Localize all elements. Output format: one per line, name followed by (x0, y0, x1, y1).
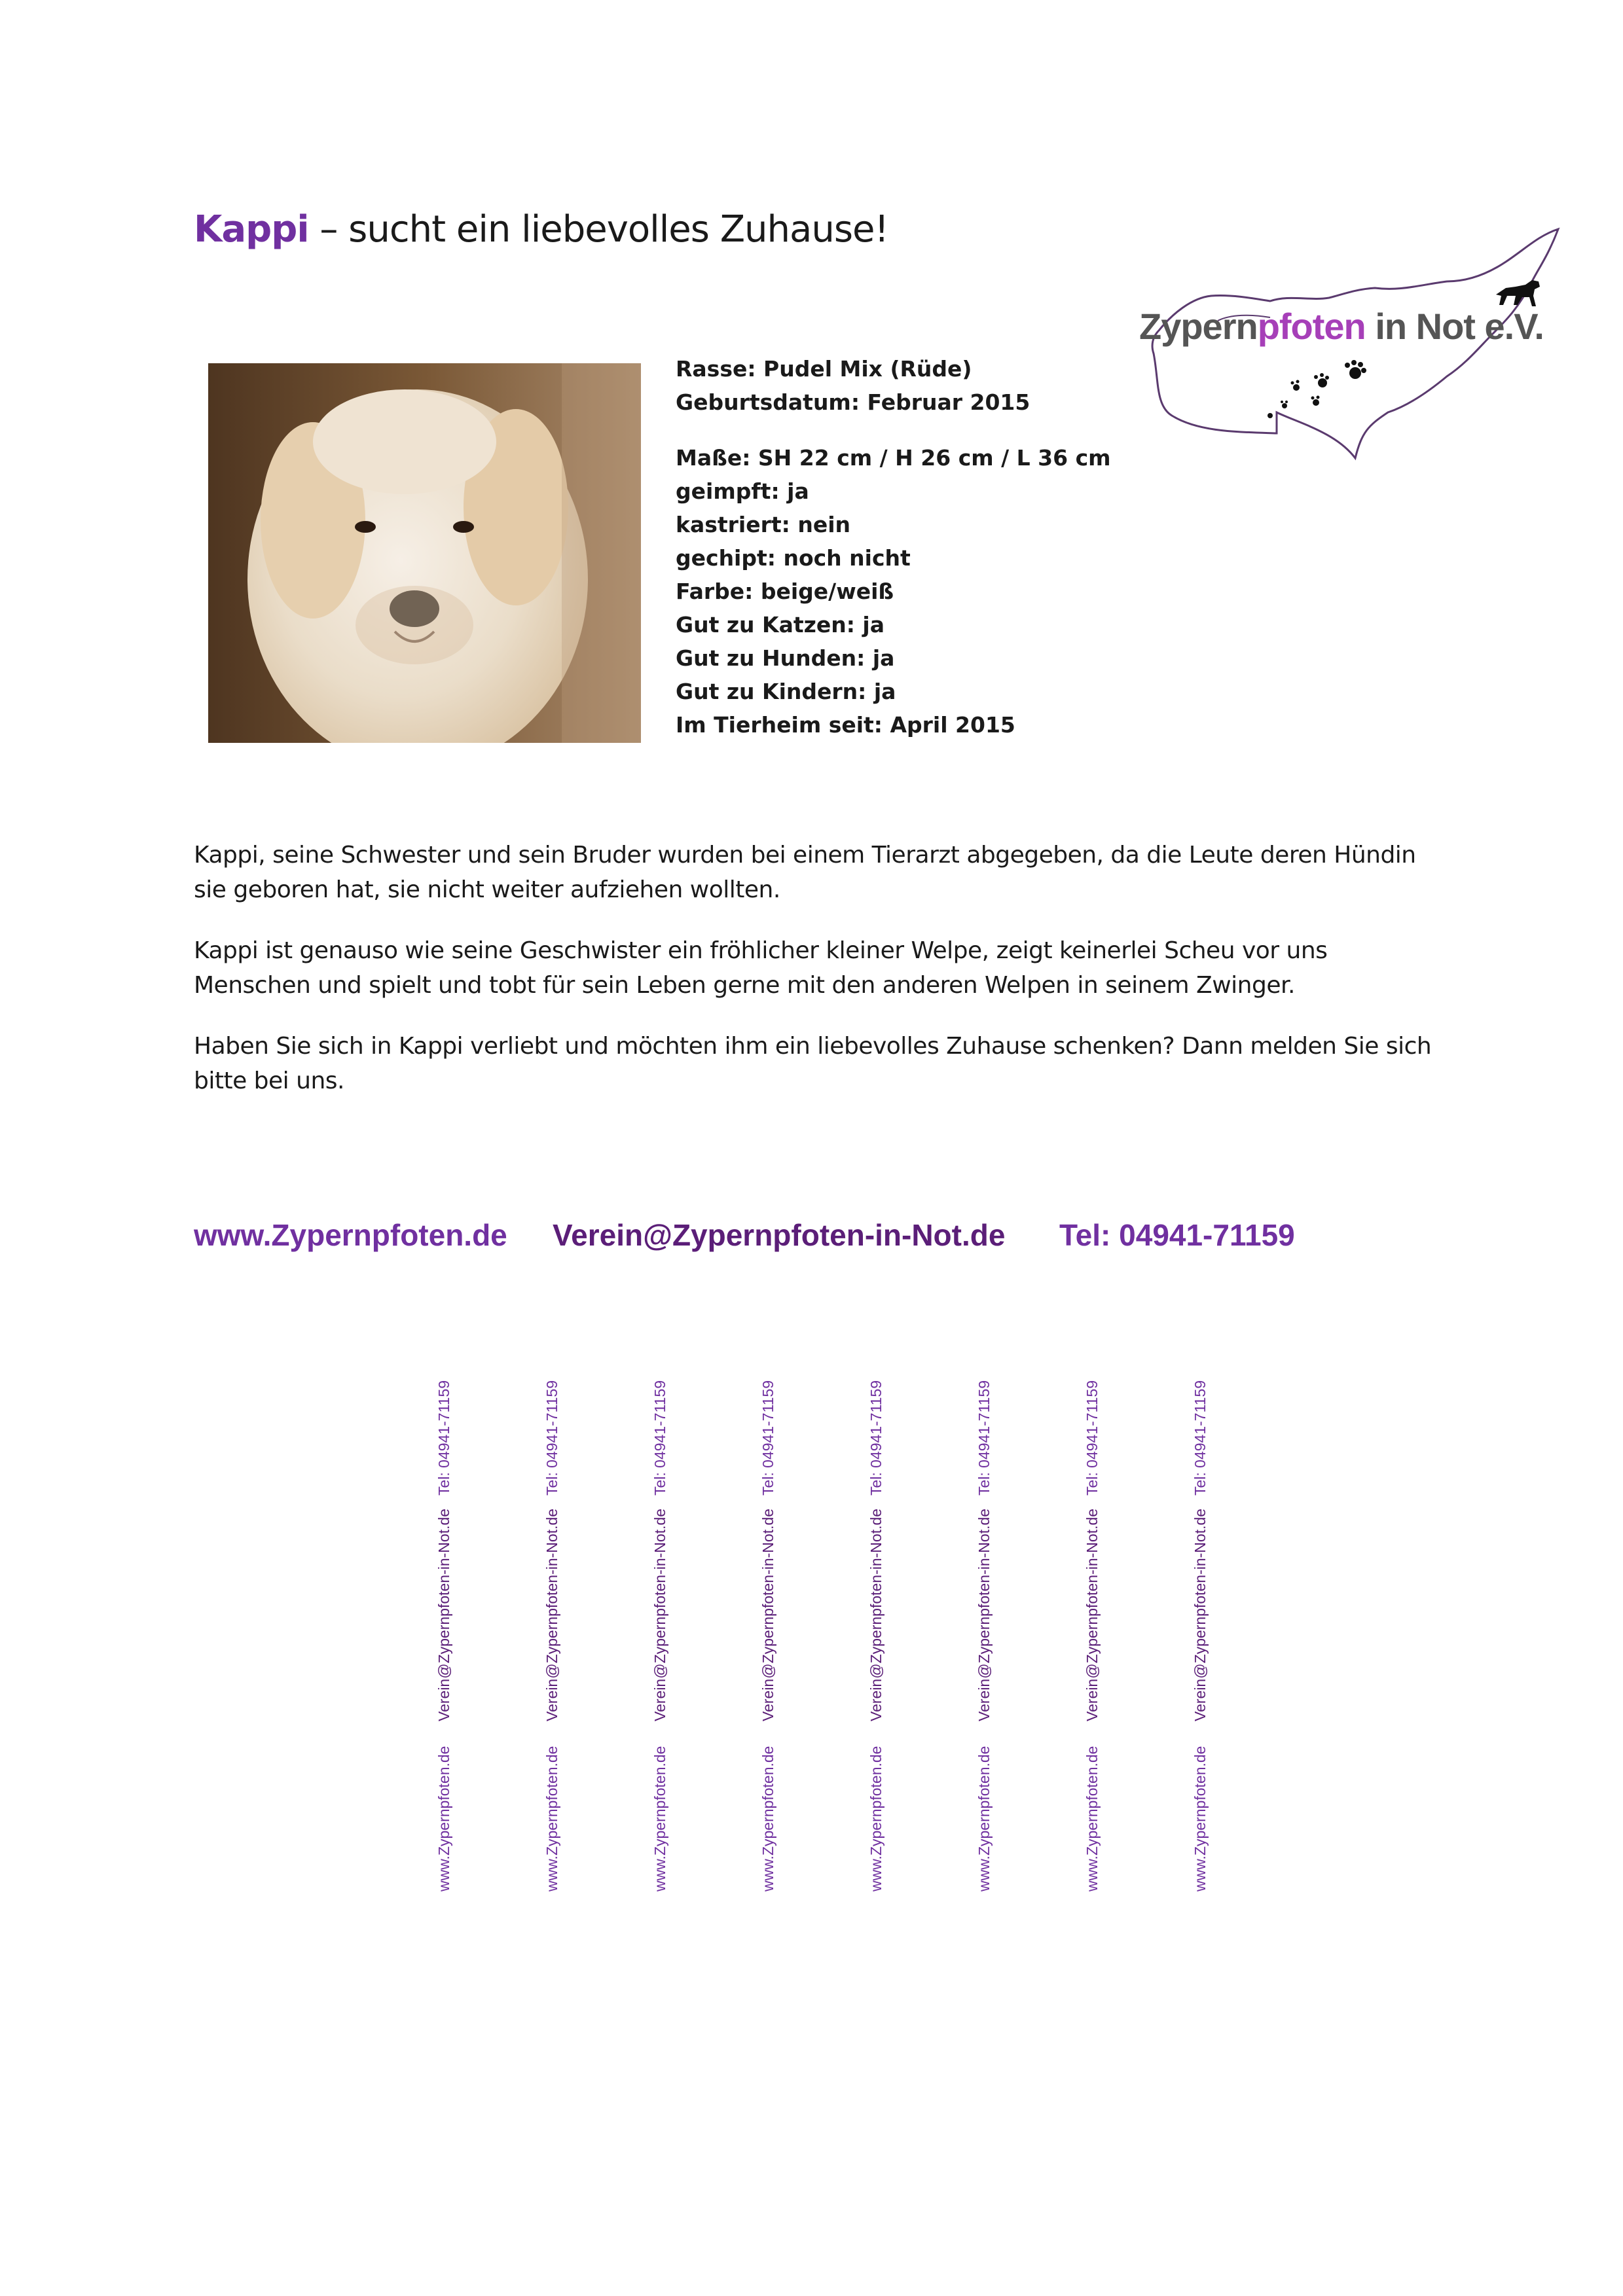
fact-cats: Gut zu Katzen: ja (676, 612, 884, 637)
strip-website: www.Zypernpfoten.de (1192, 1746, 1209, 1892)
tear-off-strip[interactable] (1172, 1374, 1211, 1898)
page-title (194, 208, 888, 251)
tear-off-strip[interactable] (740, 1374, 779, 1898)
strip-email: Verein@Zypernpfoten-in-Not.de (1084, 1508, 1101, 1721)
strip-email: Verein@Zypernpfoten-in-Not.de (1192, 1508, 1209, 1721)
phone-number: Tel: 04941-71159 (1059, 1218, 1295, 1252)
strip-website: www.Zypernpfoten.de (543, 1746, 560, 1892)
strip-email: Verein@Zypernpfoten-in-Not.de (543, 1508, 560, 1721)
logo-word-zypern: Zypern (1139, 306, 1258, 347)
strip-email: Verein@Zypernpfoten-in-Not.de (651, 1508, 668, 1721)
tear-off-strip[interactable] (524, 1374, 563, 1898)
fact-measurements: Maße: SH 22 cm / H 26 cm / L 36 cm (676, 445, 1111, 471)
tear-off-strip[interactable] (848, 1374, 887, 1898)
logo-word-in-not: in Not e.V. (1365, 306, 1544, 347)
strip-email: Verein@Zypernpfoten-in-Not.de (867, 1508, 884, 1721)
fact-dogs: Gut zu Hunden: ja (676, 645, 895, 671)
strip-phone: Tel: 04941-71159 (651, 1380, 668, 1496)
website-link[interactable]: www.Zypernpfoten.de (194, 1218, 507, 1252)
fact-chipped: gechipt: noch nicht (676, 545, 911, 571)
strip-email: Verein@Zypernpfoten-in-Not.de (435, 1508, 452, 1721)
strip-phone: Tel: 04941-71159 (759, 1380, 776, 1496)
description (194, 838, 1438, 1124)
strip-website: www.Zypernpfoten.de (1084, 1746, 1101, 1892)
strip-website: www.Zypernpfoten.de (759, 1746, 776, 1892)
tear-off-strips (393, 1374, 1244, 1898)
strip-website: www.Zypernpfoten.de (651, 1746, 668, 1892)
strip-email: Verein@Zypernpfoten-in-Not.de (976, 1508, 993, 1721)
dog-name: Kappi (194, 208, 309, 251)
email-link[interactable]: Verein@Zypernpfoten-in-Not.de (553, 1218, 1006, 1252)
strip-website: www.Zypernpfoten.de (435, 1746, 452, 1892)
strip-phone: Tel: 04941-71159 (1192, 1380, 1209, 1496)
paragraph: Kappi, seine Schwester und sein Bruder wurden bei einem Tierarzt abgegeben, da die Leute deren Hündin sie geboren hat, sie nicht weiter aufziehen wollten. (194, 842, 1416, 903)
fact-shelter-since: Im Tierheim seit: April 2015 (676, 712, 1015, 738)
title-rest: – sucht ein liebevolles Zuhause! (308, 208, 888, 251)
fact-vaccinated: geimpft: ja (676, 478, 809, 504)
tear-off-strip[interactable] (632, 1374, 671, 1898)
tear-off-strip[interactable] (416, 1374, 455, 1898)
paragraph: Haben Sie sich in Kappi verliebt und möchten ihm ein liebevolles Zuhause schenken? Dann melden Sie sich bitte bei uns. (194, 1033, 1432, 1094)
fact-birthdate: Geburtsdatum: Februar 2015 (676, 389, 1030, 415)
strip-phone: Tel: 04941-71159 (1084, 1380, 1101, 1496)
fact-breed: Rasse: Pudel Mix (Rüde) (676, 356, 972, 382)
strip-phone: Tel: 04941-71159 (435, 1380, 452, 1496)
strip-phone: Tel: 04941-71159 (976, 1380, 993, 1496)
tear-off-strip[interactable] (1064, 1374, 1103, 1898)
strip-phone: Tel: 04941-71159 (543, 1380, 560, 1496)
strip-phone: Tel: 04941-71159 (867, 1380, 884, 1496)
puppy-photo (208, 363, 641, 743)
fact-neutered: kastriert: nein (676, 512, 851, 537)
fact-color: Farbe: beige/weiß (676, 579, 894, 604)
strip-email: Verein@Zypernpfoten-in-Not.de (759, 1508, 776, 1721)
fact-children: Gut zu Kindern: ja (676, 679, 896, 704)
tear-off-strip[interactable] (956, 1374, 995, 1898)
strip-website: www.Zypernpfoten.de (867, 1746, 884, 1892)
logo-word-pfoten: pfoten (1257, 306, 1366, 347)
dog-facts (676, 352, 1134, 742)
logo-text (1139, 305, 1544, 348)
strip-website: www.Zypernpfoten.de (976, 1746, 993, 1892)
paragraph: Kappi ist genauso wie seine Geschwister ein fröhlicher kleiner Welpe, zeigt keinerlei Scheu vor uns Menschen und spielt und tobt für sein Leben gerne mit den anderen Welpen in seinem Zwinger. (194, 937, 1328, 999)
